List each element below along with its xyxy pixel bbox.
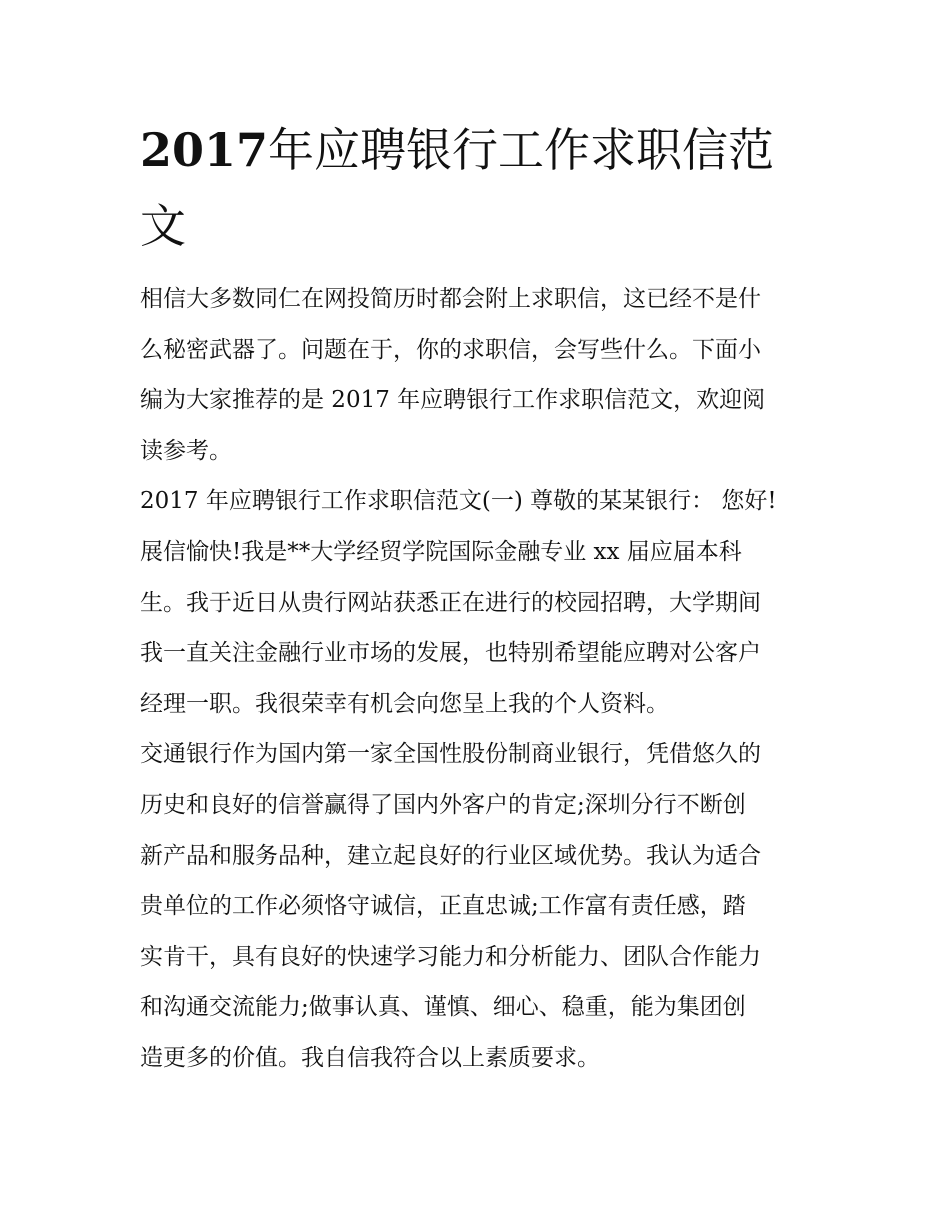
body-line: 历史和良好的信誉赢得了国内外客户的肯定;深圳分行不断创 <box>140 791 746 818</box>
body-line: 经理一职。我很荣幸有机会向您呈上我的个人资料。 <box>140 690 669 717</box>
body-line: 读参考。 <box>140 437 232 464</box>
body-line: 2017 年应聘银行工作求职信范文(一) 尊敬的某某银行： 您好! <box>140 488 777 515</box>
body-line: 造更多的价值。我自信我符合以上素质要求。 <box>140 1044 600 1071</box>
body-line: 相信大多数同仁在网投简历时都会附上求职信，这已经不是什 <box>140 286 761 312</box>
body-line: 生。我于近日从贵行网站获悉正在进行的校园招聘，大学期间 <box>140 589 761 616</box>
title-year: 2017 <box>140 123 269 177</box>
body-line: 和沟通交流能力;做事认真、谨慎、细心、稳重，能为集团创 <box>140 994 746 1021</box>
body-line: 新产品和服务品种，建立起良好的行业区域优势。我认为适合 <box>140 842 761 869</box>
document-title <box>140 112 830 264</box>
body-line: 我一直关注金融行业市场的发展，也特别希望能应聘对公客户 <box>140 640 761 667</box>
title-line-2: 文 <box>140 199 186 253</box>
body-line: 展信愉快!我是**大学经贸学院国际金融专业 xx 届应届本科 <box>140 538 742 565</box>
body-line: 贵单位的工作必须恪守诚信，正直忠诚;工作富有责任感，踏 <box>140 893 746 920</box>
title-text: 年应聘银行工作求职信范 <box>268 123 775 177</box>
body-line: 实肯干，具有良好的快速学习能力和分析能力、团队合作能力 <box>140 943 761 970</box>
document-body <box>140 274 830 1084</box>
body-line: 编为大家推荐的是 2017 年应聘银行工作求职信范文，欢迎阅 <box>140 387 766 414</box>
body-line: 交通银行作为国内第一家全国性股份制商业银行，凭借悠久的 <box>140 741 761 768</box>
body-line: 么秘密武器了。问题在于，你的求职信，会写些什么。下面小 <box>140 336 761 363</box>
title-line-1 <box>140 112 830 188</box>
